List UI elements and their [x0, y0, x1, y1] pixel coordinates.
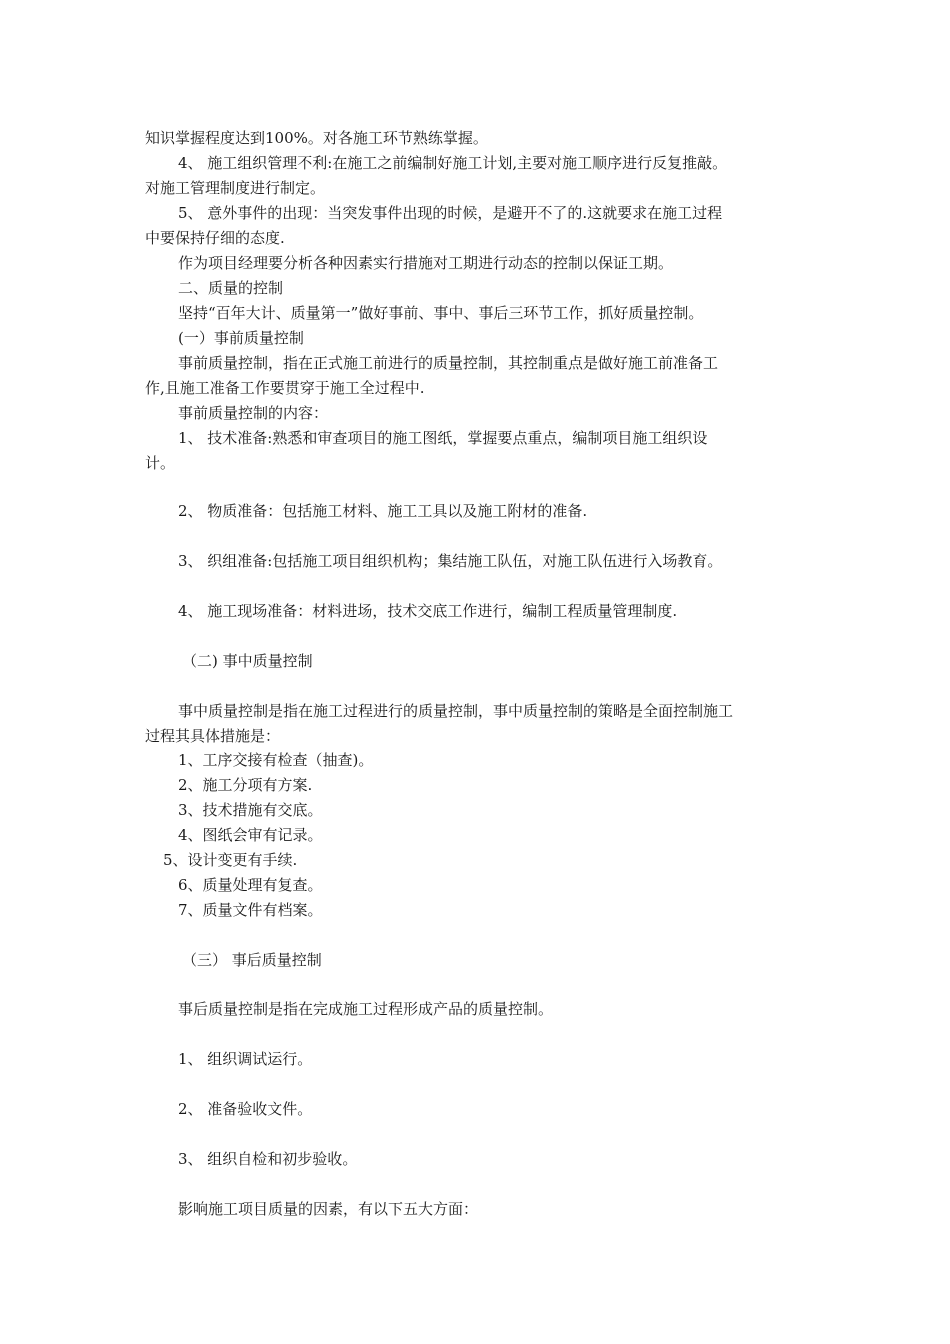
paragraph-line: 事后质量控制是指在完成施工过程形成产品的质量控制。	[178, 1000, 554, 1018]
list-item: 4、图纸会审有记录。	[178, 826, 323, 844]
paragraph-line: 过程其具体措施是：	[145, 727, 281, 745]
subsection-heading: （三） 事后质量控制	[182, 951, 322, 969]
paragraph-line: 坚持“百年大计、质量第一”做好事前、事中、事后三环节工作，抓好质量控制。	[178, 304, 704, 322]
paragraph-line: 事前质量控制，指在正式施工前进行的质量控制，其控制重点是做好施工前准备工	[178, 354, 719, 372]
section-heading: 二、质量的控制	[178, 279, 284, 297]
paragraph-line: 影响施工项目质量的因素，有以下五大方面：	[178, 1200, 479, 1218]
list-item: 1、 组织调试运行。	[178, 1050, 313, 1068]
paragraph-line: 4、 施工组织管理不利:在施工之前编制好施工计划,主要对施工顺序进行反复推敲。	[178, 154, 728, 172]
list-item: 2、 准备验收文件。	[178, 1100, 313, 1118]
paragraph-line: 中要保持仔细的态度.	[145, 229, 285, 247]
paragraph-line: 事前质量控制的内容：	[178, 404, 329, 422]
list-item: 5、设计变更有手续.	[163, 851, 298, 869]
paragraph-line: 计。	[145, 454, 176, 472]
subsection-heading: (一）事前质量控制	[178, 329, 304, 347]
paragraph-line: 作为项目经理要分析各种因素实行措施对工期进行动态的控制以保证工期。	[178, 254, 674, 272]
list-item: 3、 织组准备:包括施工项目组织机构；集结施工队伍，对施工队伍进行入场教育。	[178, 552, 723, 570]
list-item: 2、 物质准备：包括施工材料、施工工具以及施工附材的准备.	[178, 502, 588, 520]
list-item: 6、质量处理有复查。	[178, 876, 323, 894]
list-item: 3、技术措施有交底。	[178, 801, 323, 819]
list-item: 1、 技术准备:熟悉和审查项目的施工图纸，掌握要点重点，编制项目施工组织设	[178, 429, 708, 447]
paragraph-line: 作,且施工准备工作要贯穿于施工全过程中.	[145, 379, 425, 397]
list-item: 1、工序交接有检查（抽查)。	[178, 751, 374, 769]
paragraph-line: 5、 意外事件的出现：当突发事件出现的时候，是避开不了的.这就要求在施工过程	[178, 204, 723, 222]
list-item: 2、施工分项有方案.	[178, 776, 313, 794]
paragraph-line: 知识掌握程度达到100%。对各施工环节熟练掌握。	[145, 129, 488, 147]
list-item: 4、 施工现场准备：材料进场，技术交底工作进行，编制工程质量管理制度.	[178, 602, 678, 620]
subsection-heading: （二) 事中质量控制	[182, 652, 313, 670]
paragraph-line: 事中质量控制是指在施工过程进行的质量控制，事中质量控制的策略是全面控制施工	[178, 702, 734, 720]
paragraph-line: 对施工管理制度进行制定。	[145, 179, 326, 197]
list-item: 3、 组织自检和初步验收。	[178, 1150, 358, 1168]
list-item: 7、质量文件有档案。	[178, 901, 323, 919]
